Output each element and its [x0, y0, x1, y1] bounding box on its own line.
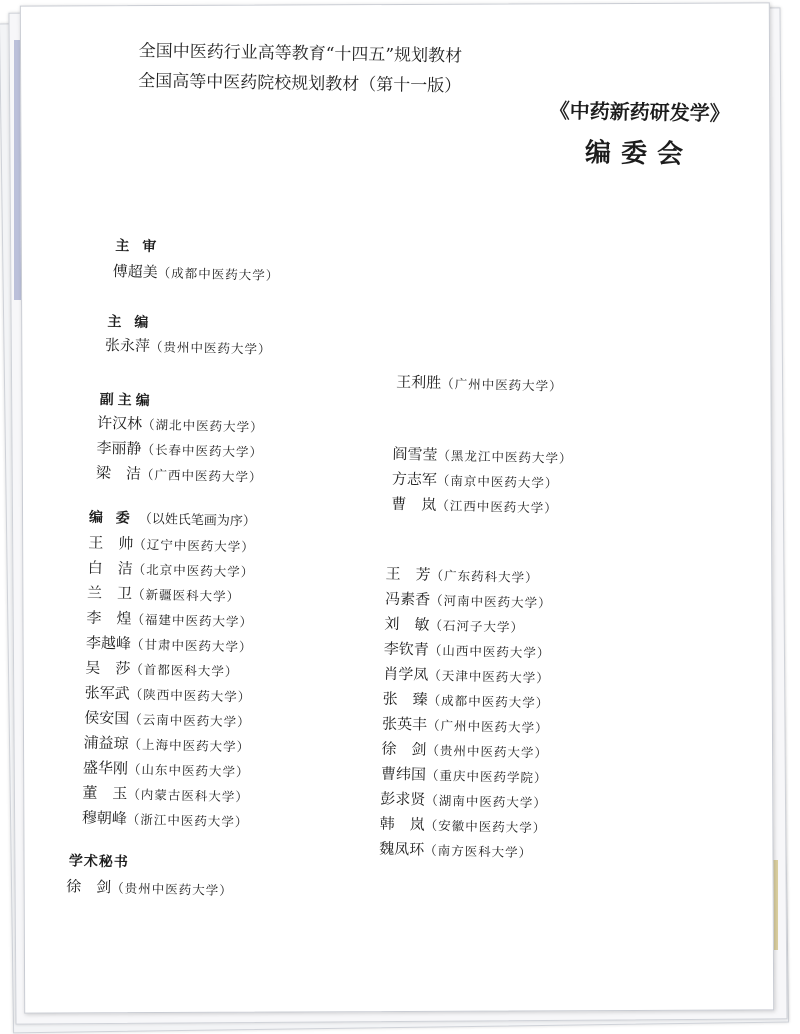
member-affiliation: （山东中医药大学）: [127, 761, 250, 780]
member-name: 张英丰: [381, 714, 428, 734]
member-entry: [66, 874, 233, 903]
member-affiliation: （石河子大学）: [429, 617, 525, 635]
member-name: 张 臻: [382, 689, 428, 709]
member-affiliation: （南方医科大学）: [424, 842, 533, 861]
member-name: 阎雪莹: [392, 444, 438, 464]
member-name: 彭求贤: [380, 789, 426, 809]
member-name: 白 洁: [87, 558, 133, 578]
member-name: 方志军: [391, 469, 438, 489]
member-name: 侯安国: [83, 708, 130, 728]
member-affiliation: （天津中医药大学）: [428, 667, 550, 686]
member-affiliation: （内蒙古医科大学）: [127, 786, 250, 805]
member-affiliation: （浙江中医药大学）: [126, 811, 249, 830]
member-entry: [96, 436, 263, 465]
committee-list: [3, 5, 774, 1028]
member-affiliation: （湖北中医药大学）: [141, 416, 264, 435]
member-entry: [396, 370, 563, 399]
member-affiliation: （南京中医药大学）: [436, 472, 559, 491]
member-name: 盛华刚: [82, 758, 129, 778]
member-name: 傅超美: [112, 262, 158, 282]
member-name: 徐 剑: [381, 739, 427, 759]
member-name: 许汉林: [96, 413, 143, 433]
member-name: 曹纬国: [380, 764, 427, 784]
member-name: 韩 岚: [379, 814, 425, 834]
member-name: 李丽静: [96, 438, 142, 458]
section-heading-deputy-editors: 副主编: [99, 391, 154, 410]
secretary-list: [66, 874, 233, 903]
member-entry: [105, 333, 272, 362]
member-affiliation: （安徽中医药大学）: [424, 817, 547, 836]
series-line-2: 全国高等中医药院校规划教材（第十一版）: [138, 71, 462, 97]
member-entry: [84, 706, 251, 735]
member-name: 李 煌: [86, 608, 132, 628]
member-entry: [381, 762, 548, 791]
member-affiliation: （江西中医药大学）: [436, 497, 558, 516]
member-affiliation: （黑龙江中医药大学）: [437, 447, 573, 466]
member-affiliation: （广西中医药大学）: [140, 466, 263, 485]
section-heading-chief-reviewer: 主 审: [115, 238, 161, 256]
member-entry: [86, 606, 253, 635]
member-affiliation: （甘肃中医药大学）: [130, 636, 253, 655]
member-name: 张军武: [84, 683, 131, 703]
member-entry: [85, 656, 252, 685]
member-name: 张永萍: [104, 335, 151, 356]
member-entry: [82, 806, 249, 835]
member-affiliation: （福建中医药大学）: [131, 611, 254, 630]
member-name: 董 玉: [82, 783, 128, 803]
member-name: 穆朝峰: [81, 808, 128, 828]
chief-reviewer-list: [112, 259, 279, 288]
deputy-editors-right: [391, 442, 573, 521]
book-title: 《中药新药研发学》: [549, 98, 730, 126]
member-entry: [382, 712, 549, 741]
member-affiliation: （上海中医药大学）: [128, 736, 251, 755]
member-entry: [385, 587, 552, 616]
member-entry: [87, 556, 254, 585]
member-affiliation: （长春中医药大学）: [141, 441, 264, 460]
member-affiliation: （辽宁中医药大学）: [133, 536, 255, 555]
member-entry: [96, 461, 263, 490]
member-affiliation: （首都医科大学）: [130, 661, 239, 680]
member-entry: [382, 687, 549, 716]
section-heading-secretary: 学术秘书: [68, 853, 129, 871]
member-affiliation: （陕西中医药大学）: [129, 686, 252, 705]
member-name: 肖学凤: [383, 664, 429, 684]
member-affiliation: （广州中医药大学）: [441, 375, 563, 394]
member-entry: [87, 581, 254, 610]
member-name: 冯素香: [384, 589, 431, 609]
member-name: 浦益琼: [83, 733, 129, 753]
member-entry: [381, 737, 548, 766]
member-name: 曹 岚: [391, 494, 437, 514]
editorial-board-left: [82, 531, 256, 835]
member-affiliation: （贵州中医药大学）: [426, 742, 549, 761]
member-name: 王利胜: [395, 372, 442, 392]
member-entry: [379, 812, 546, 841]
member-entry: [88, 531, 255, 560]
member-name: 吴 莎: [85, 658, 131, 678]
member-entry: [97, 411, 264, 440]
member-affiliation: （广东药科大学）: [430, 567, 539, 586]
member-entry: [380, 787, 547, 816]
member-name: 王 芳: [385, 564, 431, 584]
member-entry: [384, 612, 551, 641]
member-entry: [384, 637, 551, 666]
member-affiliation: （山西中医药大学）: [428, 642, 551, 661]
member-entry: [385, 562, 552, 591]
document-page: [20, 2, 774, 1013]
member-entry: [83, 731, 250, 760]
member-entry: [86, 631, 253, 660]
member-affiliation: （成都中医药大学）: [427, 692, 550, 711]
section-heading-editor-in-chief: 主 编: [107, 314, 153, 332]
member-entry: [83, 756, 250, 785]
editorial-board-right: [379, 562, 553, 866]
member-name: 徐 剑: [66, 877, 112, 897]
editor-in-chief-right: [396, 370, 563, 399]
member-entry: [383, 662, 550, 691]
member-affiliation: （北京中医药大学）: [132, 561, 255, 580]
member-entry: [82, 781, 249, 810]
member-name: 魏凤环: [378, 839, 425, 859]
member-affiliation: （贵州中医药大学）: [111, 880, 233, 899]
member-affiliation: （湖南中医药大学）: [425, 792, 548, 811]
member-entry: [391, 492, 572, 521]
section-heading-editorial-board: 编 委: [88, 509, 134, 527]
member-entry: [112, 259, 279, 288]
member-affiliation: （广州中医药大学）: [426, 717, 549, 736]
member-affiliation: （成都中医药大学）: [157, 265, 280, 284]
deputy-editors-left: [96, 411, 264, 490]
member-name: 李钦青: [383, 639, 430, 659]
member-name: 王 帅: [88, 533, 134, 553]
editorial-board-heading-row: [89, 507, 256, 531]
member-name: 刘 敏: [384, 614, 430, 634]
member-affiliation: （新疆医科大学）: [131, 586, 241, 605]
member-name: 李越峰: [85, 633, 132, 653]
member-affiliation: （重庆中医药学院）: [425, 767, 548, 786]
editor-in-chief-left: [105, 333, 272, 362]
member-entry: [379, 837, 546, 866]
committee-title: 编委会: [584, 138, 694, 170]
editorial-board-note: （以姓氏笔画为序）: [138, 511, 257, 530]
series-line-1: 全国中医药行业高等教育“十四五”规划教材: [138, 41, 463, 67]
member-name: 兰 卫: [86, 583, 133, 603]
member-affiliation: （云南中医药大学）: [129, 711, 251, 730]
member-affiliation: （贵州中医药大学）: [149, 339, 272, 357]
member-affiliation: （河南中医药大学）: [429, 592, 552, 611]
member-name: 梁 洁: [95, 463, 142, 483]
member-entry: [84, 681, 251, 710]
